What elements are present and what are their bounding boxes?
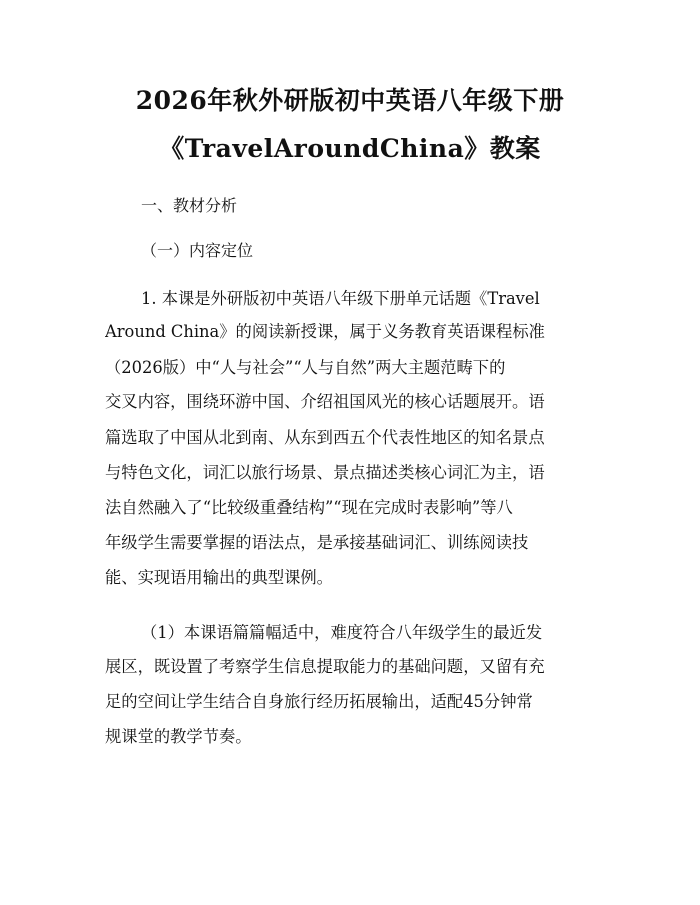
paragraph-1-line-5: 篇选取了中国从北到南、从东到西五个代表性地区的知名景点 — [105, 428, 545, 447]
paragraph-1-line-4: 交叉内容，围绕环游中国、介绍祖国风光的核心话题展开。语 — [105, 392, 545, 411]
subsection-heading: （一）内容定位 — [141, 241, 254, 260]
paragraph-1-line-6: 与特色文化，词汇以旅行场景、景点描述类核心词汇为主，语 — [105, 463, 545, 482]
paragraph-1-line-3: （2026版）中“人与社会”“人与自然”两大主题范畴下的 — [105, 358, 506, 377]
paragraph-1-line-2: Around China》的阅读新授课，属于义务教育英语课程标准 — [105, 322, 545, 341]
document-title-line-2: 《TravelAroundChina》教案 — [159, 134, 541, 163]
section-heading: 一、教材分析 — [141, 196, 238, 215]
paragraph-2-line-1: （1）本课语篇篇幅适中，难度符合八年级学生的最近发 — [141, 623, 543, 642]
paragraph-2-line-2: 展区，既设置了考察学生信息提取能力的基础问题，又留有充 — [105, 657, 545, 676]
paragraph-1-line-1: 1. 本课是外研版初中英语八年级下册单元话题《Travel — [141, 289, 540, 308]
paragraph-2-line-3: 足的空间让学生结合自身旅行经历拓展输出，适配45分钟常 — [105, 692, 533, 711]
paragraph-2-line-4: 规课堂的教学节奏。 — [105, 727, 252, 746]
paragraph-1-line-7: 法自然融入了“比较级重叠结构”“现在完成时表影响”等八 — [105, 498, 513, 517]
paragraph-1-line-8: 年级学生需要掌握的语法点，是承接基础词汇、训练阅读技 — [105, 533, 529, 552]
paragraph-1-line-9: 能、实现语用输出的典型课例。 — [105, 568, 333, 587]
document-title-line-1: 2026年秋外研版初中英语八年级下册 — [135, 86, 565, 115]
